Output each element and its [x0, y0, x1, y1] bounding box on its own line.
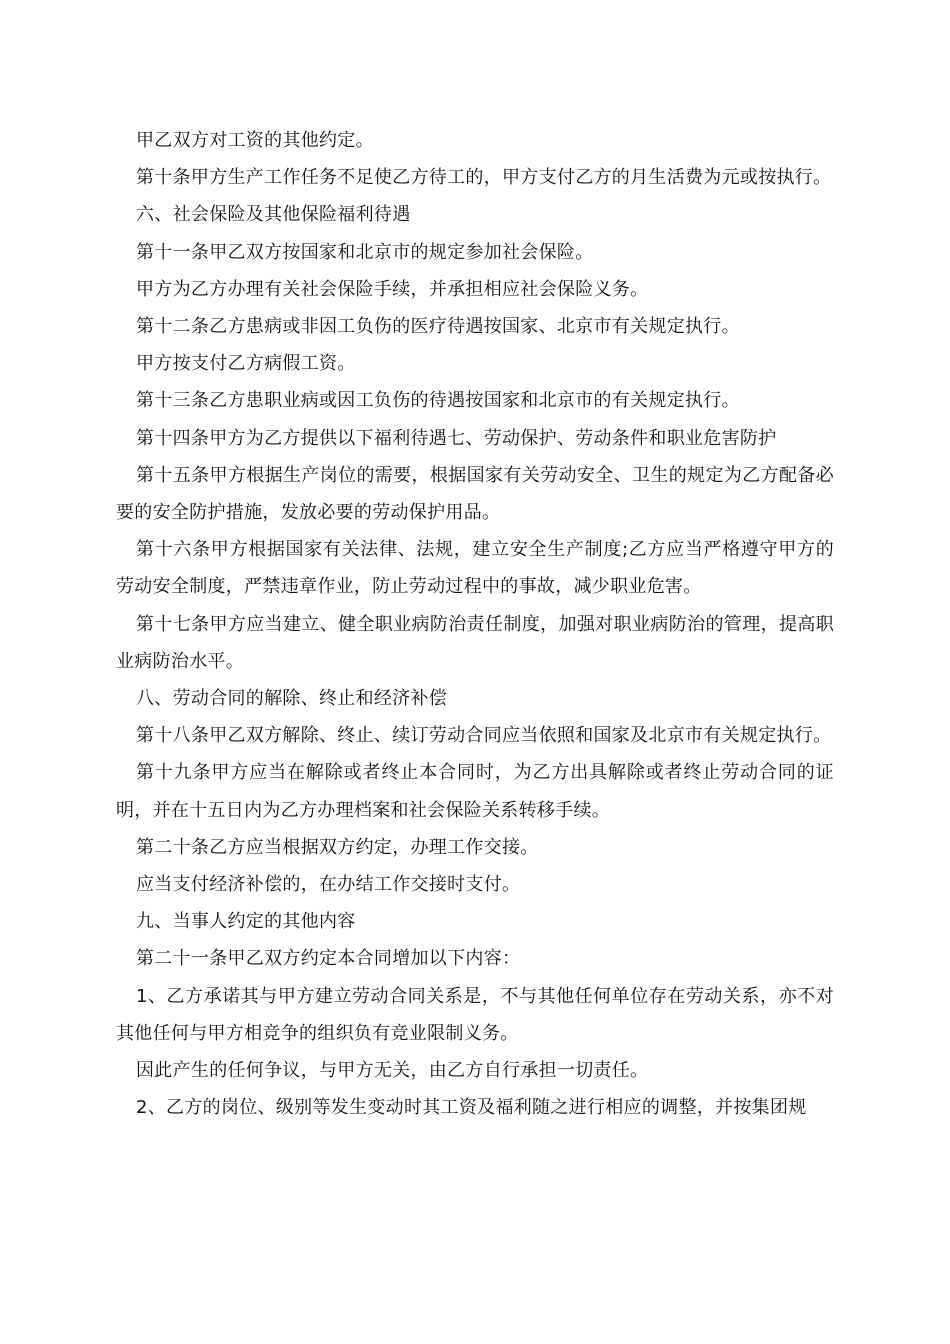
paragraph-social-insurance-duty: 甲方为乙方办理有关社会保险手续，并承担相应社会保险义务。	[136, 278, 649, 300]
paragraph-article-13: 第十三条乙方患职业病或因工负伤的待遇按国家和北京市的有关规定执行。	[136, 390, 740, 412]
paragraph-clause-2: 2、乙方的岗位、级别等发生变动时其工资及福利随之进行相应的调整，并按集团规	[136, 1097, 807, 1119]
paragraph-wage-other-agreement: 甲乙双方对工资的其他约定。	[136, 130, 374, 151]
paragraph-dispute-responsibility: 因此产生的任何争议，与甲方无关，由乙方自行承担一切责任。	[136, 1060, 649, 1082]
paragraph-article-21: 第二十一条甲乙双方约定本合同增加以下内容：	[136, 948, 521, 970]
paragraph-article-19: 第十九条甲方应当在解除或者终止本合同时，为乙方出具解除或者终止劳动合同的证明，并在十五日内为乙方办理档案和社会保险关系转移手续。	[116, 762, 834, 821]
section-heading-9: 九、当事人约定的其他内容	[136, 911, 356, 933]
paragraph-article-11: 第十一条甲乙双方按国家和北京市的规定参加社会保险。	[136, 241, 594, 263]
paragraph-compensation-payment: 应当支付经济补偿的，在办结工作交接时支付。	[136, 874, 521, 896]
paragraph-article-16: 第十六条甲方根据国家有关法律、法规，建立安全生产制度;乙方应当严格遵守甲方的劳动安全制度，严禁违章作业，防止劳动过程中的事故，减少职业危害。	[116, 539, 834, 598]
document-body	[116, 122, 834, 1126]
paragraph-article-20: 第二十条乙方应当根据双方约定，办理工作交接。	[136, 836, 539, 858]
paragraph-article-12: 第十二条乙方患病或非因工负伤的医疗待遇按国家、北京市有关规定执行。	[136, 316, 740, 338]
paragraph-clause-1: 1、乙方承诺其与甲方建立劳动合同关系是，不与其他任何单位存在劳动关系，亦不对其他任何与甲方相竞争的组织负有竞业限制义务。	[116, 985, 834, 1044]
paragraph-article-15: 第十五条甲方根据生产岗位的需要，根据国家有关劳动安全、卫生的规定为乙方配备必要的安全防护措施，发放必要的劳动保护用品。	[116, 464, 834, 524]
paragraph-article-14: 第十四条甲方为乙方提供以下福利待遇七、劳动保护、劳动条件和职业危害防护	[136, 427, 777, 449]
paragraph-article-17: 第十七条甲方应当建立、健全职业病防治责任制度，加强对职业病防治的管理，提高职业病防治水平。	[116, 613, 834, 672]
section-heading-6: 六、社会保险及其他保险福利待遇	[136, 204, 411, 226]
paragraph-article-18: 第十八条甲乙双方解除、终止、续订劳动合同应当依照和国家及北京市有关规定执行。	[136, 725, 832, 747]
section-heading-8: 八、劳动合同的解除、终止和经济补偿	[136, 688, 448, 710]
paragraph-sick-leave-pay: 甲方按支付乙方病假工资。	[136, 353, 356, 375]
paragraph-article-10: 第十条甲方生产工作任务不足使乙方待工的，甲方支付乙方的月生活费为元或按执行。	[136, 167, 832, 189]
